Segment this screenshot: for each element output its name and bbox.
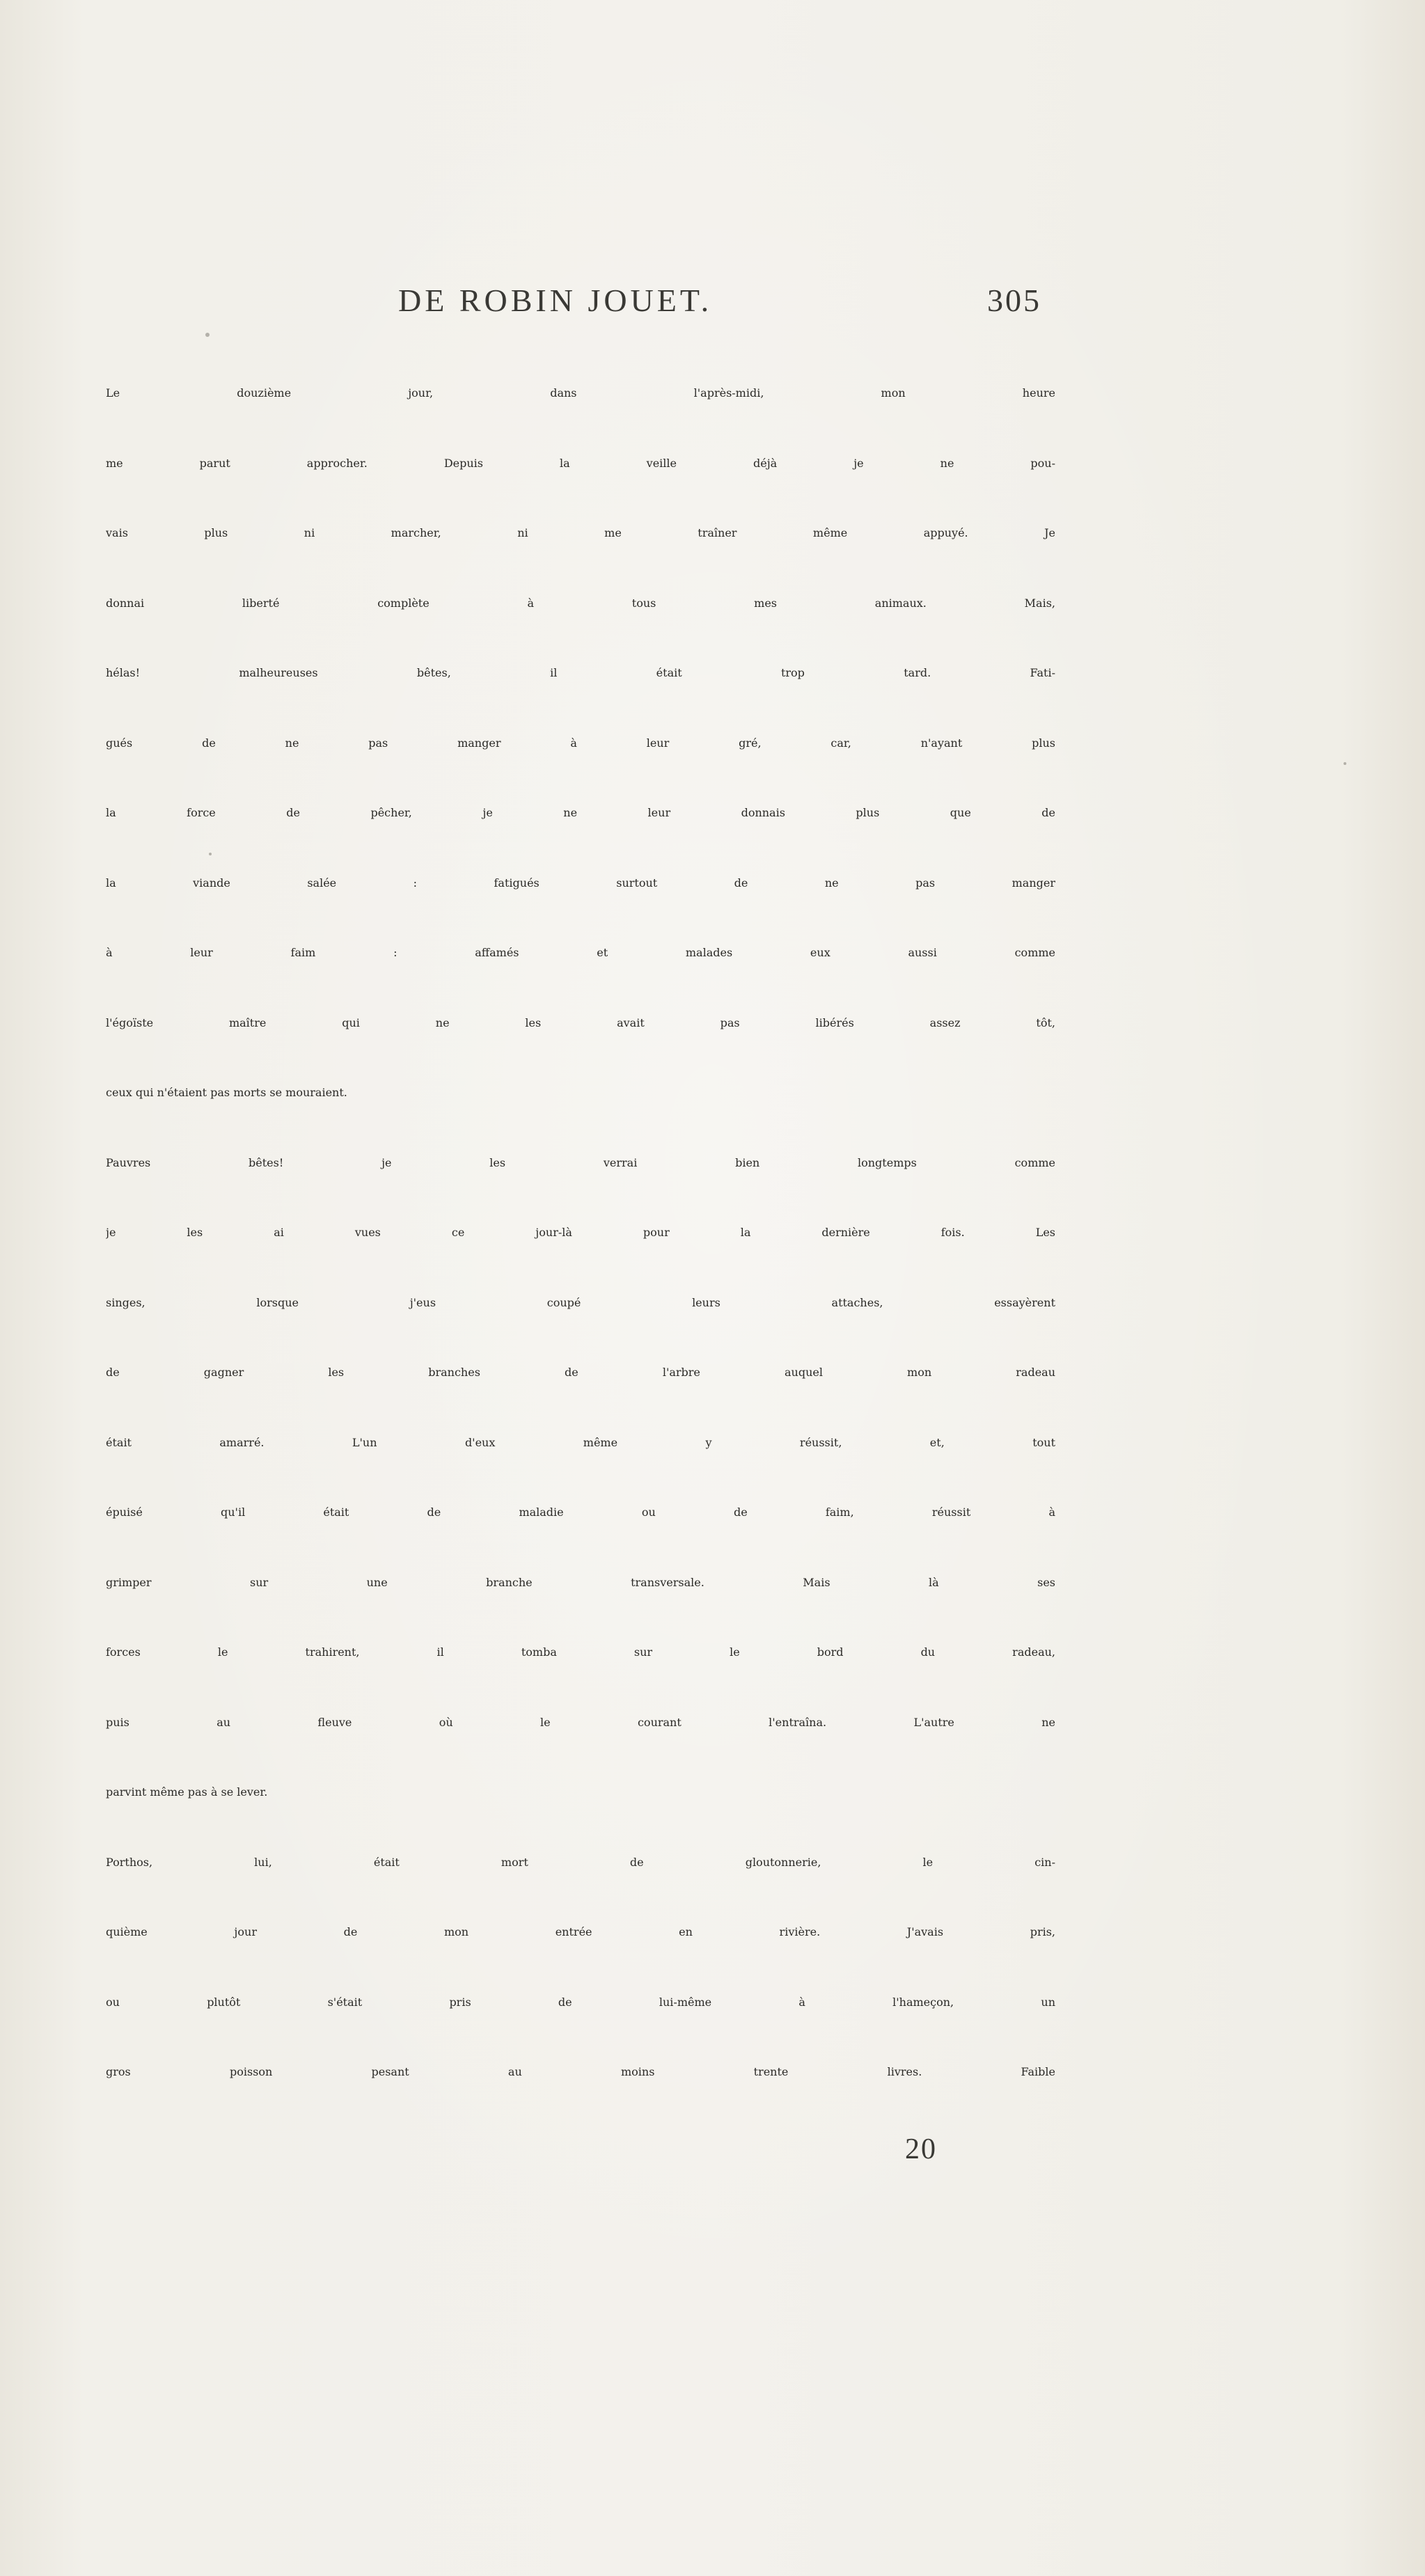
text-line: grimper sur une branche transversale. Mais là ses — [106, 1575, 1055, 1589]
text-line: l'égoïste maître qui ne les avait pas libérés assez tôt, — [106, 1016, 1055, 1029]
paragraph-3 — [106, 1856, 1055, 2135]
text-line: singes, lorsque j'eus coupé leurs attaches, essayèrent — [106, 1295, 1055, 1309]
text-line: la viande salée : fatigués surtout de ne pas manger — [106, 876, 1055, 890]
paragraph-2 — [106, 1156, 1055, 1856]
text-line: je les ai vues ce jour-là pour la dernière fois. Les — [106, 1226, 1055, 1239]
text-line: Le douzième jour, dans l'après-midi, mon heure — [106, 386, 1055, 400]
text-line: puis au fleuve où le courant l'entraîna. L'autre ne — [106, 1715, 1055, 1729]
text-line: quième jour de mon entrée en rivière. J'avais pris, — [106, 1925, 1055, 1938]
text-line: gués de ne pas manger à leur gré, car, n'ayant plus — [106, 736, 1055, 750]
text-line: hélas! malheureuses bêtes, il était trop tard. Fati- — [106, 666, 1055, 679]
text-line: ceux qui n'étaient pas morts se mouraient. — [106, 1086, 347, 1099]
text-line: la force de pêcher, je ne leur donnais plus que de — [106, 806, 1055, 819]
text-line: ou plutôt s'était pris de lui-même à l'hameçon, un — [106, 1995, 1055, 2009]
text-line: de gagner les branches de l'arbre auquel mon radeau — [106, 1366, 1055, 1379]
body-text — [106, 386, 1055, 2135]
paragraph-1 — [106, 386, 1055, 1156]
text-line: donnai liberté complète à tous mes animaux. Mais, — [106, 596, 1055, 610]
paper-speck — [1344, 762, 1346, 765]
page-number: 305 — [987, 283, 1041, 318]
text-line: Pauvres bêtes! je les verrai bien longtemps comme — [106, 1155, 1055, 1169]
text-line: forces le trahirent, il tomba sur le bord du radeau, — [106, 1645, 1055, 1659]
paper-speck — [205, 333, 210, 337]
text-line: épuisé qu'il était de maladie ou de faim, réussit à — [106, 1506, 1055, 1519]
text-line: à leur faim : affamés et malades eux aussi comme — [106, 946, 1055, 959]
paper-speck — [209, 853, 212, 855]
running-head — [0, 282, 1425, 324]
text-line: gros poisson pesant au moins trente livres. Faible — [106, 2065, 1055, 2078]
text-line: vais plus ni marcher, ni me traîner même appuyé. Je — [106, 526, 1055, 539]
text-line: Porthos, lui, était mort de gloutonnerie, le cin- — [106, 1855, 1055, 1869]
text-line: parvint même pas à se lever. — [106, 1785, 268, 1799]
text-line: me parut approcher. Depuis la veille déjà je ne pou- — [106, 456, 1055, 470]
signature-mark: 20 — [905, 2133, 937, 2165]
text-line: était amarré. L'un d'eux même y réussit, et, tout — [106, 1435, 1055, 1449]
running-title: DE ROBIN JOUET. — [398, 283, 713, 318]
